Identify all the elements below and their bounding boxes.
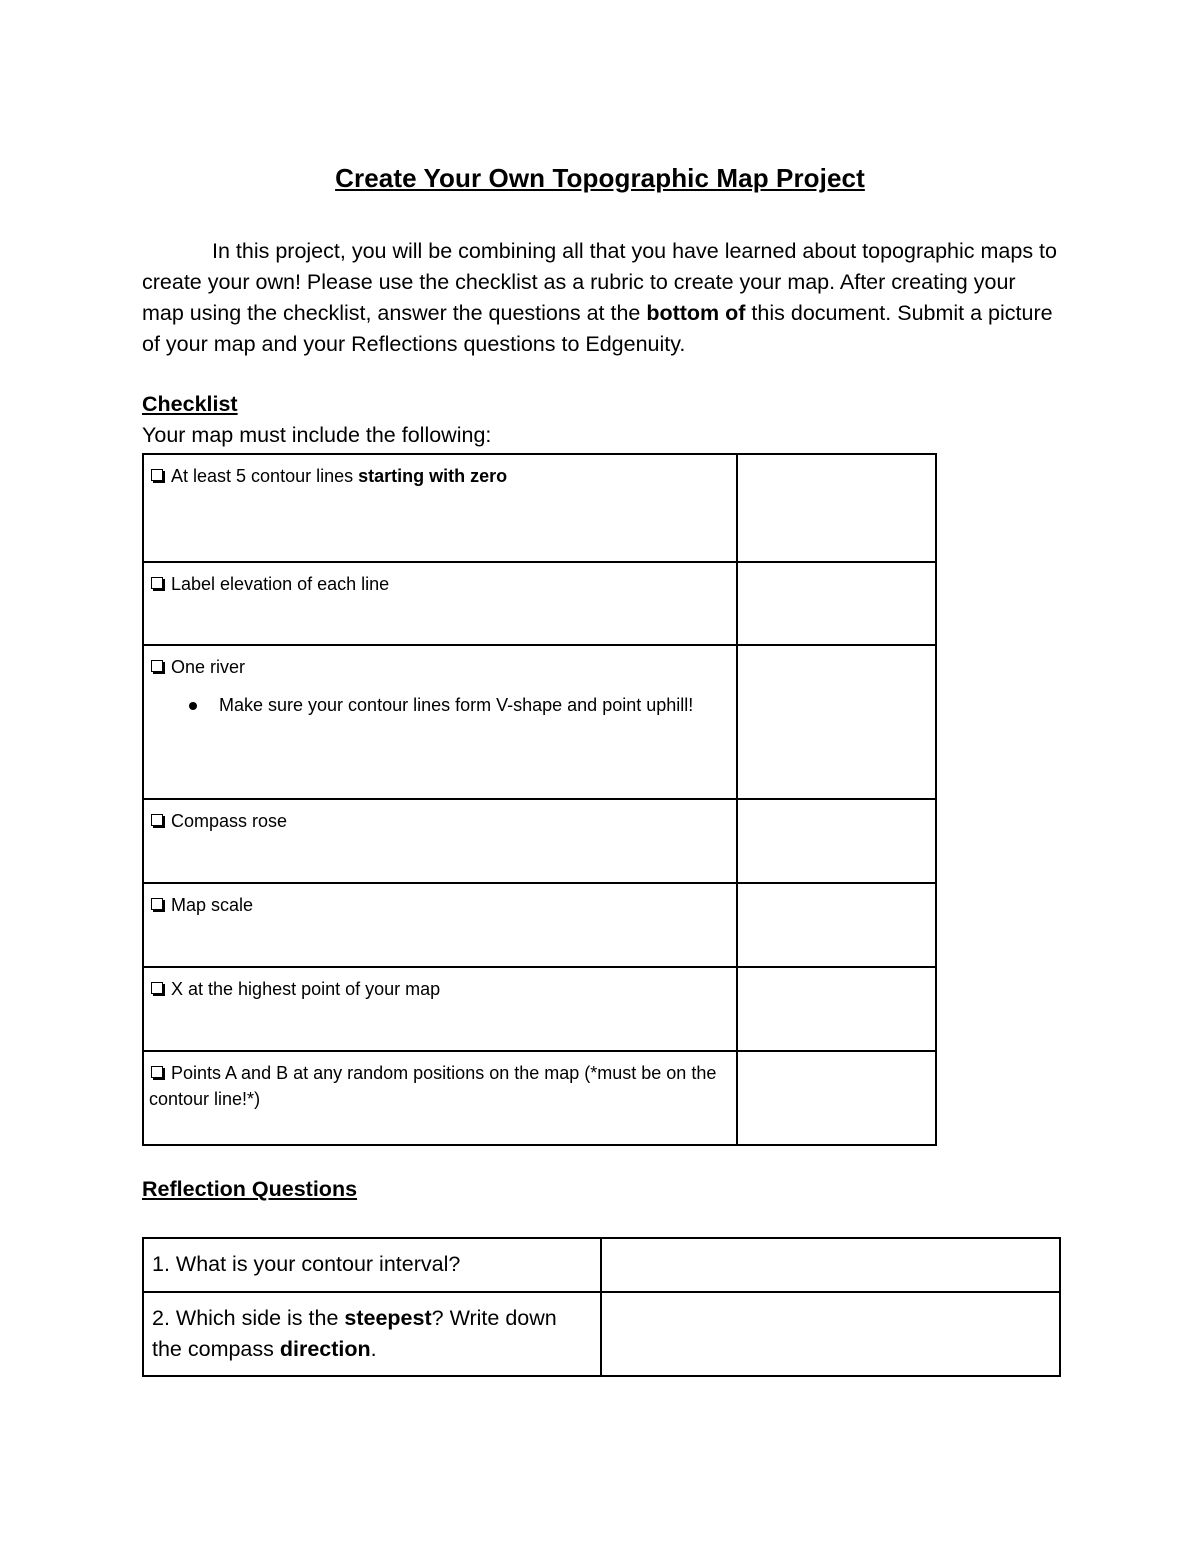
checklist-item-bold: starting with zero	[358, 466, 508, 486]
checklist-item-text: X at the highest point of your map	[171, 979, 441, 999]
checklist-row	[143, 562, 936, 645]
intro-paragraph	[142, 236, 1062, 360]
checklist-item-cell	[143, 1051, 737, 1145]
checkbox-icon[interactable]	[151, 814, 163, 826]
bullet-icon	[189, 702, 197, 710]
checklist-item-cell	[143, 883, 737, 967]
checklist-bullet-text: Make sure your contour lines form V-shape and point uphill!	[219, 695, 694, 715]
checklist-mark-cell[interactable]	[737, 454, 936, 562]
checklist-mark-cell[interactable]	[737, 799, 936, 883]
checklist-mark-cell[interactable]	[737, 967, 936, 1051]
checklist-row	[143, 454, 936, 562]
reflection-question-cell	[143, 1292, 601, 1376]
checkbox-icon[interactable]	[151, 982, 163, 994]
checklist-item-text: One river	[171, 657, 246, 677]
checkbox-icon[interactable]	[151, 469, 163, 481]
checklist-subheading: Your map must include the following:	[142, 423, 492, 447]
checklist-row	[143, 967, 936, 1051]
intro-text-part1: In this project, you will be combining all that you have learned about topographic maps to create your own! Please use the checklist as a rubric to create your map. After creating your map using the checklist, answer the questions at the	[142, 239, 1057, 325]
checklist-mark-cell[interactable]	[737, 562, 936, 645]
reflection-answer-cell[interactable]	[601, 1292, 1060, 1376]
reflection-table	[142, 1237, 1061, 1377]
checklist-table	[142, 453, 937, 1146]
checklist-item-text: Map scale	[171, 895, 254, 915]
checklist-heading: Checklist	[142, 392, 238, 416]
checkbox-icon[interactable]	[151, 577, 163, 589]
checklist-bullet	[149, 692, 731, 718]
question-text: .	[370, 1337, 377, 1361]
checklist-item-cell	[143, 645, 737, 799]
checklist-item-cell	[143, 454, 737, 562]
checkbox-icon[interactable]	[151, 1066, 163, 1078]
checklist-item-text: Points A and B at any random positions on the map (*must be on the contour line!*)	[149, 1063, 717, 1109]
checklist-mark-cell[interactable]	[737, 1051, 936, 1145]
intro-bold-text: bottom of	[646, 301, 746, 325]
question-bold: steepest	[344, 1306, 432, 1330]
checkbox-icon[interactable]	[151, 660, 163, 672]
checklist-row	[143, 645, 936, 799]
checklist-item-cell	[143, 799, 737, 883]
checklist-item-text: Label elevation of each line	[171, 574, 390, 594]
reflection-answer-cell[interactable]	[601, 1238, 1060, 1292]
checklist-mark-cell[interactable]	[737, 645, 936, 799]
question-text: ? Write down the compass	[152, 1306, 557, 1361]
reflection-heading: Reflection Questions	[142, 1177, 358, 1201]
reflection-question-cell: 1. What is your contour interval?	[143, 1238, 601, 1292]
reflection-row	[143, 1292, 1060, 1376]
intro-text-part2: this document. Submit a picture of your map and your Reflections questions to Edgenuity.	[142, 301, 1053, 356]
checklist-row	[143, 1051, 936, 1145]
checklist-item-cell	[143, 967, 737, 1051]
question-bold: direction	[279, 1337, 371, 1361]
checklist-row	[143, 799, 936, 883]
checklist-item-cell	[143, 562, 737, 645]
checklist-row	[143, 883, 936, 967]
checklist-item-text: Compass rose	[171, 811, 288, 831]
reflection-row	[143, 1238, 1060, 1292]
checklist-item-text: At least 5 contour lines	[171, 466, 359, 486]
question-text: 2. Which side is the	[152, 1306, 345, 1330]
checkbox-icon[interactable]	[151, 898, 163, 910]
document-title: Create Your Own Topographic Map Project	[335, 163, 865, 193]
checklist-mark-cell[interactable]	[737, 883, 936, 967]
